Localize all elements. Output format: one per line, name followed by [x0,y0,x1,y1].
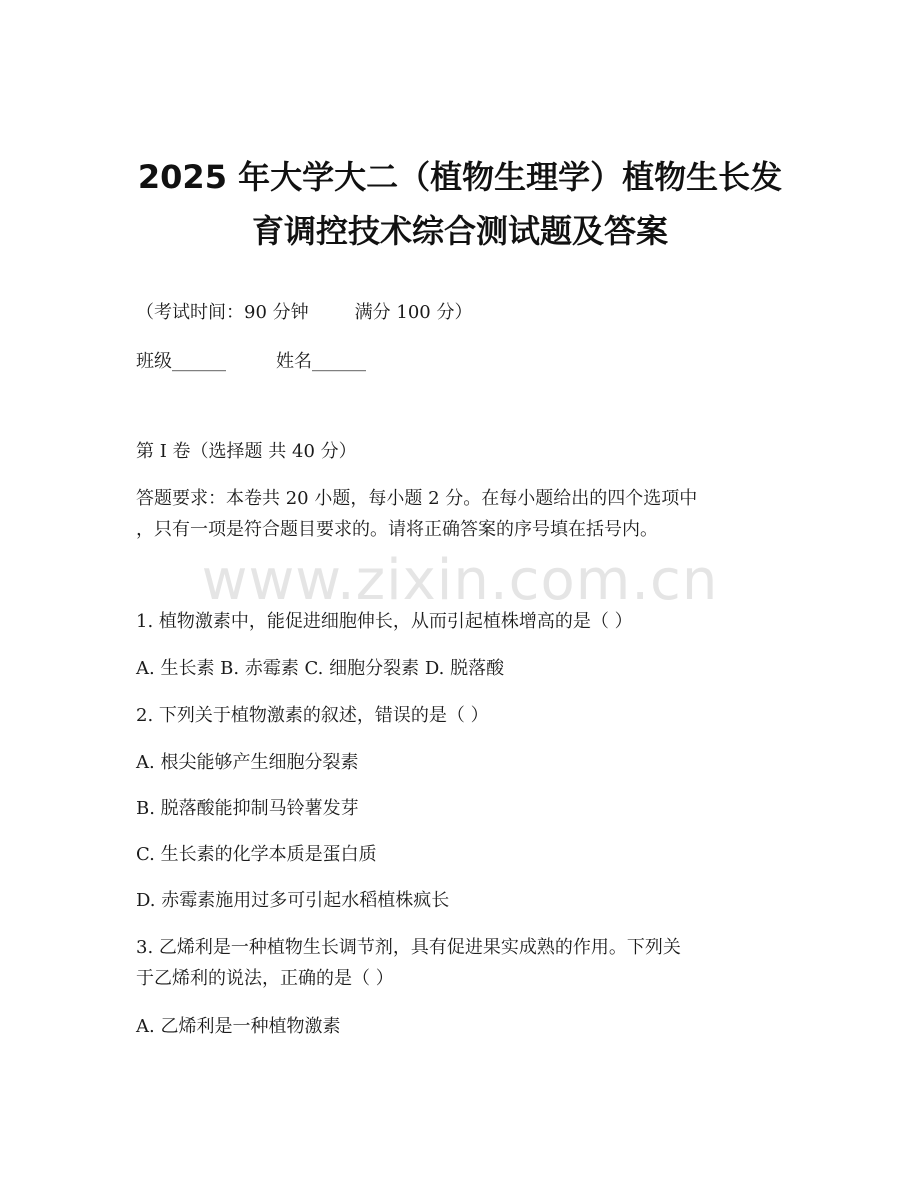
question-2-option-a: A. 根尖能够产生细胞分裂素 [136,752,359,773]
title-line-1: 2025 年大学大二（植物生理学）植物生长发 [137,158,783,196]
instructions-line-2: ，只有一项是符合题目要求的。请将正确答案的序号填在括号内。 [136,519,658,540]
section-heading: 第 I 卷（选择题 共 40 分） [136,441,357,462]
watermark: www.zixin.com.cn [201,548,719,613]
exam-info [136,301,472,325]
question-2-stem: 2. 下列关于植物激素的叙述，错误的是（ ） [136,705,489,726]
question-2-option-b: B. 脱落酸能抑制马铃薯发芽 [136,798,359,819]
question-2-option-d: D. 赤霉素施用过多可引起水稻植株疯长 [136,890,450,911]
question-3-stem-line-1: 3. 乙烯利是一种植物生长调节剂，具有促进果实成熟的作用。下列关 [136,937,681,958]
question-3-stem-line-2: 于乙烯利的说法，正确的是（ ） [136,968,394,989]
question-2-option-c: C. 生长素的化学本质是蛋白质 [136,844,377,865]
question-1-options: A. 生长素 B. 赤霉素 C. 细胞分裂素 D. 脱落酸 [136,658,505,679]
exam-time: （考试时间：90 分钟 [136,302,309,323]
exam-full-score: 满分 100 分） [354,302,473,323]
question-1-stem: 1. 植物激素中，能促进细胞伸长，从而引起植株增高的是（ ） [136,611,633,632]
instructions-line-1: 答题要求：本卷共 20 小题，每小题 2 分。在每小题给出的四个选项中 [136,488,698,509]
title-line-2: 育调控技术综合测试题及答案 [251,212,668,250]
document-title [100,150,820,258]
name-field: 姓名______ [276,351,366,372]
student-fields [136,350,366,374]
class-field: 班级______ [136,351,226,372]
question-3-option-a: A. 乙烯利是一种植物激素 [136,1016,341,1037]
